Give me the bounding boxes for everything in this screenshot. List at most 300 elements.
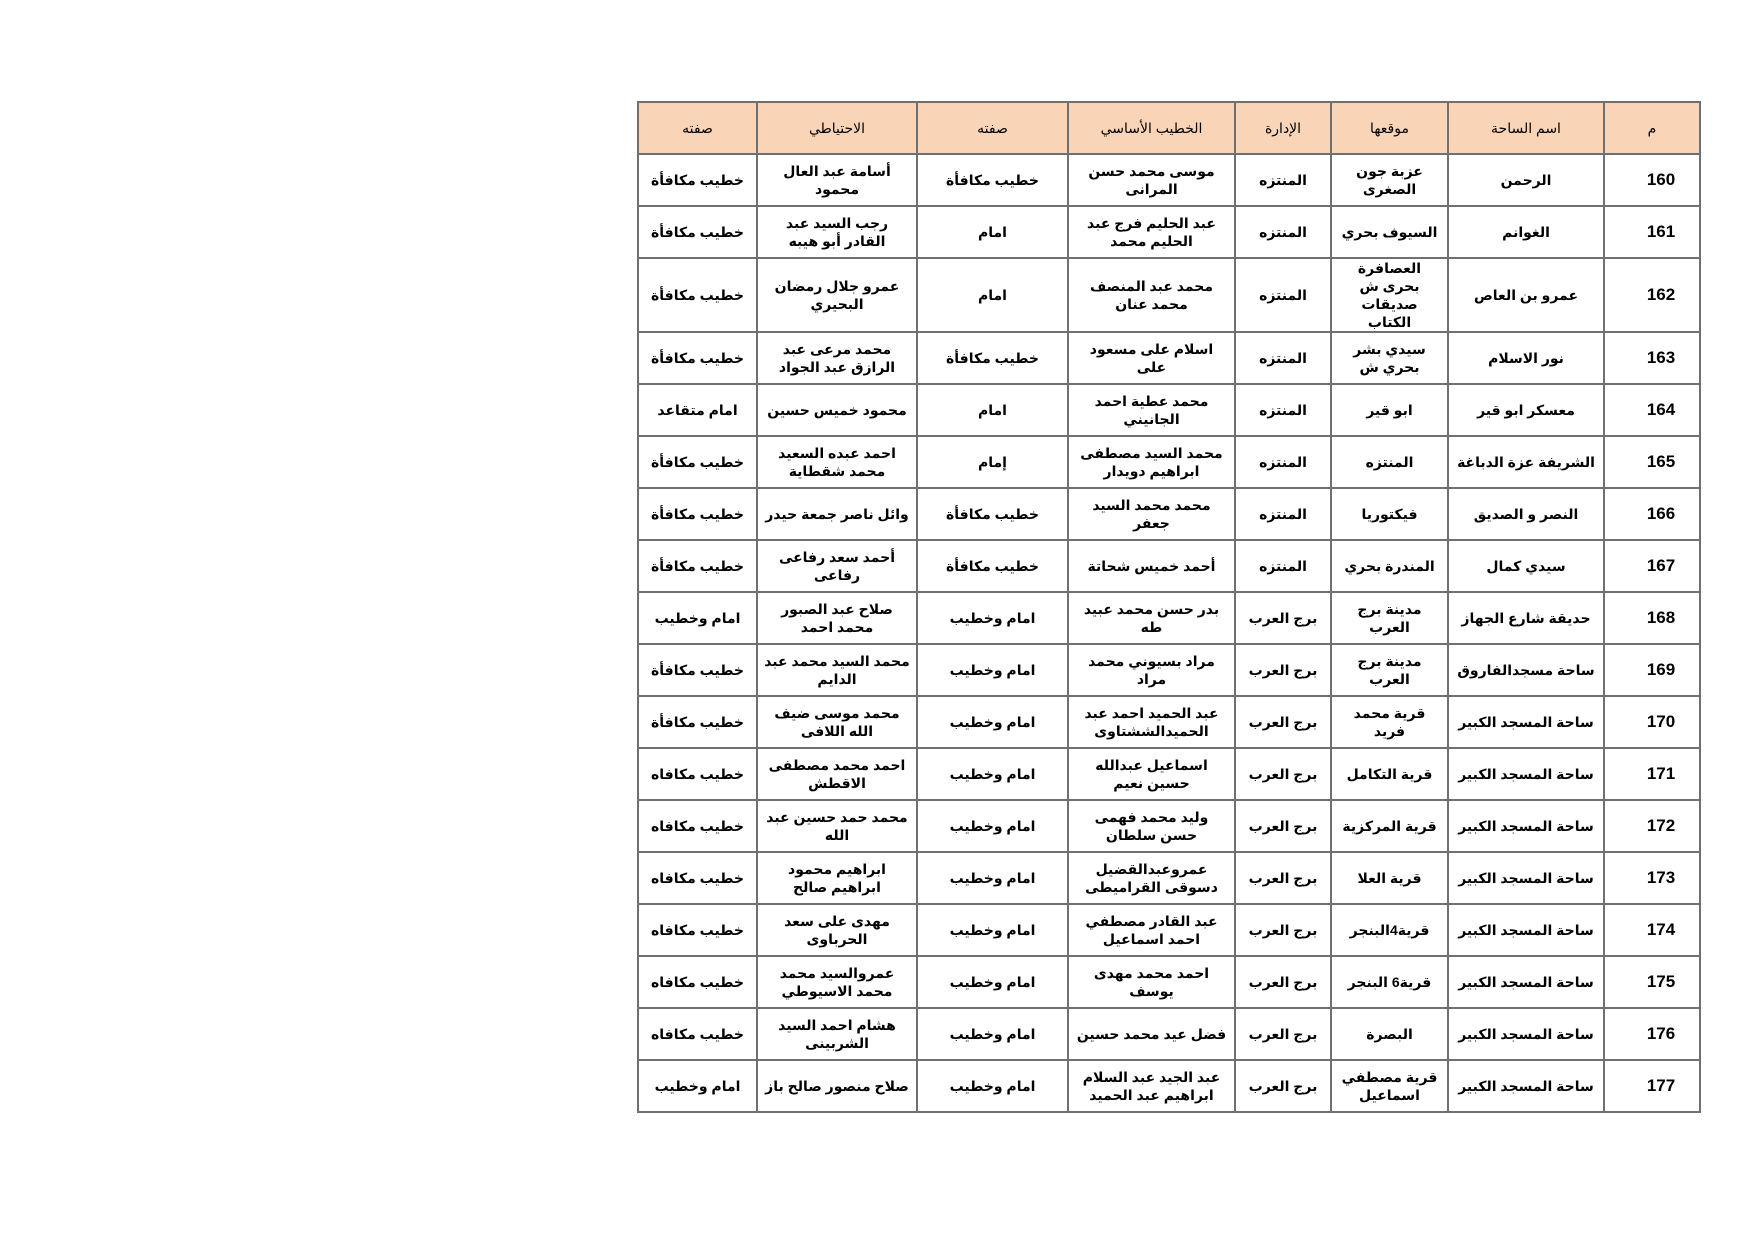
cell-main-preacher [1068, 852, 1235, 904]
cell-administration [1235, 956, 1331, 1008]
cell-site-name-text: الرحمن [1500, 172, 1552, 188]
cell-backup-role [638, 1060, 757, 1112]
header-main-preacher: الخطيب الأساسي [1068, 102, 1235, 154]
cell-main-role-text: إمام [978, 454, 1007, 470]
cell-backup-role-text: خطيب مكافأة [651, 662, 744, 678]
cell-main-preacher-text: اسلام على مسعود على [1089, 341, 1214, 375]
table-row [638, 696, 1700, 748]
cell-location-text: قرية4البنجر [1349, 922, 1430, 938]
cell-main-role [917, 206, 1068, 258]
cell-backup-preacher [757, 384, 917, 436]
cell-num [1604, 644, 1700, 696]
cell-num-text: 168 [1646, 608, 1676, 627]
cell-location-text: البصرة [1366, 1026, 1413, 1042]
cell-backup-role-text: خطيب مكافأة [651, 172, 744, 188]
cell-main-preacher [1068, 488, 1235, 540]
cell-backup-preacher-text: محمد السيد محمد عبد الدايم [764, 653, 910, 687]
cell-num-text: 169 [1646, 660, 1676, 679]
cell-main-role-text: امام [978, 224, 1007, 240]
cell-main-preacher-text: أحمد خميس شحاتة [1087, 558, 1216, 574]
cell-num-text: 163 [1646, 348, 1676, 367]
table-row [638, 904, 1700, 956]
cell-site-name [1448, 154, 1604, 206]
cell-num-text: 166 [1646, 504, 1676, 523]
cell-main-preacher [1068, 904, 1235, 956]
cell-backup-preacher-text: محمود خميس حسين [767, 402, 907, 418]
cell-backup-preacher [757, 852, 917, 904]
cell-administration [1235, 904, 1331, 956]
cell-backup-preacher-text: أسامة عبد العال محمود [783, 163, 891, 197]
cell-main-preacher-text: مراد بسيوني محمد مراد [1088, 653, 1215, 687]
cell-backup-preacher-text: محمد حمد حسين عبد الله [766, 809, 908, 843]
cell-location-text: ابو قير [1366, 402, 1413, 418]
cell-num-text: 176 [1646, 1024, 1676, 1043]
cell-site-name [1448, 1008, 1604, 1060]
cell-administration [1235, 488, 1331, 540]
cell-main-preacher [1068, 592, 1235, 644]
cell-site-name [1448, 384, 1604, 436]
cell-num [1604, 852, 1700, 904]
cell-backup-role [638, 258, 757, 332]
table-row [638, 800, 1700, 852]
cell-backup-preacher-text: صلاح منصور صالح باز [765, 1078, 909, 1094]
cell-backup-role [638, 644, 757, 696]
cell-main-preacher-text: اسماعيل عبدالله حسين نعيم [1095, 757, 1208, 791]
cell-main-role [917, 540, 1068, 592]
cell-backup-preacher-text: مهدى على سعد الحرباوى [784, 913, 890, 947]
cell-administration-text: برج العرب [1248, 1078, 1318, 1094]
cell-backup-preacher-text: صلاح عبد الصبور محمد احمد [781, 601, 893, 635]
cell-administration-text: برج العرب [1248, 870, 1318, 886]
cell-backup-role [638, 1008, 757, 1060]
cell-main-role [917, 332, 1068, 384]
cell-administration-text: برج العرب [1248, 766, 1318, 782]
cell-site-name-text: ساحة المسجد الكبير [1458, 818, 1594, 834]
cell-administration [1235, 1008, 1331, 1060]
cell-main-role [917, 956, 1068, 1008]
cell-location [1331, 206, 1448, 258]
cell-main-preacher [1068, 1008, 1235, 1060]
cell-location-text: العصافرة بحرى ش صديقات الكتاب [1357, 260, 1422, 330]
cell-location-text: سيدي بشر بحري ش [1353, 341, 1426, 375]
cell-location [1331, 1008, 1448, 1060]
cell-backup-preacher-text: عمروالسيد محمد محمد الاسيوطي [779, 965, 895, 999]
cell-main-preacher [1068, 800, 1235, 852]
cell-main-preacher [1068, 540, 1235, 592]
cell-location [1331, 384, 1448, 436]
cell-site-name-text: ساحة المسجد الكبير [1458, 974, 1594, 990]
cell-backup-preacher-text: محمد موسى ضيف الله اللافى [774, 705, 900, 739]
cell-backup-preacher [757, 436, 917, 488]
cell-site-name [1448, 644, 1604, 696]
cell-administration-text: المنتزه [1259, 287, 1307, 303]
cell-backup-role-text: خطيب مكافاه [651, 922, 744, 938]
cell-backup-preacher [757, 258, 917, 332]
cell-administration [1235, 540, 1331, 592]
cell-backup-preacher-text: احمد محمد مصطفى الاقطش [768, 757, 906, 791]
cell-location-text: مدينة برج العرب [1357, 601, 1422, 635]
cell-num [1604, 384, 1700, 436]
cell-backup-preacher-text: وائل ناصر جمعة حيدر [765, 506, 909, 522]
cell-main-role-text: امام وخطيب [949, 610, 1036, 626]
cell-num [1604, 904, 1700, 956]
cell-backup-role-text: خطيب مكافاه [651, 870, 744, 886]
cell-main-role [917, 800, 1068, 852]
cell-location [1331, 154, 1448, 206]
cell-main-preacher-text: بدر حسن محمد عبيد طه [1083, 601, 1220, 635]
cell-main-role-text: امام وخطيب [949, 1026, 1036, 1042]
cell-main-role [917, 748, 1068, 800]
cell-main-preacher [1068, 332, 1235, 384]
table-row [638, 540, 1700, 592]
cell-num-text: 164 [1646, 400, 1676, 419]
cell-site-name-text: ساحة المسجد الكبير [1458, 766, 1594, 782]
cell-administration-text: المنتزه [1259, 454, 1307, 470]
cell-site-name [1448, 904, 1604, 956]
table-row [638, 956, 1700, 1008]
header-main-role: صفته [917, 102, 1068, 154]
cell-num-text: 162 [1646, 285, 1676, 304]
cell-location-text: المنتزه [1365, 454, 1414, 470]
cell-administration [1235, 800, 1331, 852]
cell-main-role [917, 436, 1068, 488]
cell-administration-text: المنتزه [1259, 350, 1307, 366]
cell-site-name-text: ساحة المسجد الكبير [1458, 922, 1594, 938]
cell-location [1331, 258, 1448, 332]
cell-site-name [1448, 540, 1604, 592]
cell-num-text: 173 [1646, 868, 1676, 887]
cell-location-text: مدينة برج العرب [1357, 653, 1422, 687]
cell-backup-role-text: خطيب مكافأة [651, 506, 744, 522]
cell-num-text: 160 [1646, 170, 1676, 189]
cell-administration [1235, 696, 1331, 748]
cell-main-role [917, 1008, 1068, 1060]
cell-main-preacher-text: محمد السيد مصطفى ابراهيم دويدار [1080, 445, 1223, 479]
cell-site-name [1448, 332, 1604, 384]
cell-backup-role [638, 154, 757, 206]
cell-site-name [1448, 258, 1604, 332]
cell-backup-preacher [757, 748, 917, 800]
cell-num [1604, 332, 1700, 384]
cell-location [1331, 748, 1448, 800]
cell-site-name [1448, 852, 1604, 904]
cell-backup-preacher [757, 904, 917, 956]
cell-main-role [917, 644, 1068, 696]
cell-backup-preacher [757, 332, 917, 384]
table-row [638, 1008, 1700, 1060]
cell-main-role [917, 1060, 1068, 1112]
cell-main-preacher-text: عبد الحليم فرج عبد الحليم محمد [1087, 215, 1216, 249]
cell-main-role-text: امام وخطيب [949, 818, 1036, 834]
cell-location [1331, 800, 1448, 852]
cell-num [1604, 206, 1700, 258]
cell-num-text: 165 [1646, 452, 1676, 471]
cell-administration-text: برج العرب [1248, 922, 1318, 938]
cell-backup-role [638, 904, 757, 956]
cell-location [1331, 852, 1448, 904]
cell-location [1331, 436, 1448, 488]
cell-main-role-text: امام [978, 287, 1007, 303]
cell-administration [1235, 592, 1331, 644]
cell-num [1604, 258, 1700, 332]
cell-num [1604, 696, 1700, 748]
cell-main-role-text: امام [978, 402, 1007, 418]
cell-administration-text: المنتزه [1259, 224, 1307, 240]
cell-backup-preacher [757, 956, 917, 1008]
cell-site-name-text: معسكر ابو قير [1477, 402, 1575, 418]
cell-backup-preacher [757, 1060, 917, 1112]
cell-site-name-text: ساحة المسجد الكبير [1458, 870, 1594, 886]
cell-administration [1235, 644, 1331, 696]
cell-num-text: 161 [1646, 222, 1676, 241]
cell-site-name-text: نور الاسلام [1488, 350, 1564, 366]
cell-main-role [917, 904, 1068, 956]
cell-num-text: 177 [1646, 1076, 1676, 1095]
cell-backup-preacher-text: هشام احمد السيد الشربينى [778, 1017, 896, 1051]
cell-administration [1235, 332, 1331, 384]
table-row [638, 488, 1700, 540]
cell-num-text: 175 [1646, 972, 1676, 991]
cell-site-name [1448, 800, 1604, 852]
cell-location-text: فيكتوريا [1361, 506, 1418, 522]
cell-location [1331, 332, 1448, 384]
table-row [638, 748, 1700, 800]
cell-site-name [1448, 696, 1604, 748]
cell-main-preacher-text: محمد محمد السيد جعفر [1092, 497, 1211, 531]
cell-administration [1235, 154, 1331, 206]
cell-site-name-text: ساحة المسجد الكبير [1458, 1078, 1594, 1094]
cell-backup-role-text: خطيب مكافأة [651, 714, 744, 730]
cell-main-preacher-text: محمد عطية احمد الجانيني [1094, 393, 1209, 427]
cell-num-text: 171 [1646, 764, 1676, 783]
cell-backup-preacher [757, 1008, 917, 1060]
cell-location [1331, 696, 1448, 748]
cell-site-name [1448, 436, 1604, 488]
cell-location [1331, 904, 1448, 956]
cell-administration-text: برج العرب [1248, 974, 1318, 990]
cell-main-preacher-text: عمروعبدالقضيل دسوقى القراميطى [1085, 861, 1218, 895]
cell-site-name [1448, 206, 1604, 258]
cell-main-preacher-text: عبد الجيد عبد السلام ابراهيم عبد الحميد [1082, 1069, 1221, 1103]
cell-location [1331, 592, 1448, 644]
cell-backup-preacher [757, 592, 917, 644]
cell-backup-role [638, 206, 757, 258]
cell-site-name [1448, 592, 1604, 644]
cell-site-name-text: الشريفة عزة الدباغة [1457, 454, 1595, 470]
cell-backup-preacher-text: أحمد سعد رفاعى رفاعى [778, 549, 896, 583]
cell-main-role-text: خطيب مكافأة [946, 172, 1039, 188]
cell-backup-preacher [757, 488, 917, 540]
cell-backup-role-text: امام وخطيب [654, 1078, 741, 1094]
table-row [638, 852, 1700, 904]
cell-main-preacher [1068, 956, 1235, 1008]
cell-backup-role [638, 384, 757, 436]
header-backup-preacher: الاحتياطي [757, 102, 917, 154]
cell-backup-role-text: خطيب مكافأة [651, 454, 744, 470]
cell-location-text: عزبة جون الصغرى [1356, 163, 1423, 197]
header-num: م [1604, 102, 1700, 154]
cell-main-role-text: امام وخطيب [949, 974, 1036, 990]
cell-main-preacher [1068, 206, 1235, 258]
cell-site-name [1448, 1060, 1604, 1112]
cell-location-text: السيوف بحري [1341, 224, 1438, 240]
table-row [638, 206, 1700, 258]
cell-backup-preacher-text: احمد عبده السعيد محمد شقطاية [778, 445, 896, 479]
cell-administration-text: برج العرب [1248, 662, 1318, 678]
cell-site-name-text: ساحة المسجد الكبير [1458, 714, 1594, 730]
cell-location [1331, 1060, 1448, 1112]
cell-backup-preacher-text: رجب السيد عبد القادر أبو هيبه [785, 215, 889, 249]
cell-administration-text: المنتزه [1259, 402, 1307, 418]
cell-site-name-text: عمرو بن العاص [1473, 287, 1579, 303]
cell-main-role [917, 154, 1068, 206]
cell-administration-text: المنتزه [1259, 558, 1307, 574]
cell-location-text: المندرة بحري [1344, 558, 1435, 574]
cell-location [1331, 488, 1448, 540]
cell-main-preacher-text: فضل عيد محمد حسين [1076, 1026, 1227, 1042]
cell-main-preacher-text: احمد محمد مهدى يوسف [1093, 965, 1210, 999]
cell-num [1604, 748, 1700, 800]
cell-site-name [1448, 956, 1604, 1008]
cell-num [1604, 956, 1700, 1008]
cell-num [1604, 540, 1700, 592]
cell-backup-role-text: خطيب مكافأة [651, 224, 744, 240]
cell-backup-preacher [757, 206, 917, 258]
cell-main-preacher [1068, 258, 1235, 332]
cell-main-preacher [1068, 696, 1235, 748]
cell-location-text: قرية محمد فريد [1353, 705, 1426, 739]
cell-main-preacher-text: موسى محمد حسن المرانى [1088, 163, 1215, 197]
cell-site-name-text: النصر و الصديق [1473, 506, 1579, 522]
cell-main-role-text: خطيب مكافأة [946, 506, 1039, 522]
cell-num [1604, 800, 1700, 852]
table-row [638, 154, 1700, 206]
cell-backup-preacher [757, 800, 917, 852]
cell-num [1604, 488, 1700, 540]
table-body [638, 154, 1700, 1112]
table-row [638, 258, 1700, 332]
cell-num [1604, 1008, 1700, 1060]
cell-location-text: قرية العلا [1357, 870, 1422, 886]
cell-main-role [917, 384, 1068, 436]
cell-site-name [1448, 748, 1604, 800]
table-row [638, 592, 1700, 644]
header-location: موقعها [1331, 102, 1448, 154]
cell-backup-role [638, 436, 757, 488]
cell-num [1604, 592, 1700, 644]
cell-num-text: 174 [1646, 920, 1676, 939]
cell-num-text: 170 [1646, 712, 1676, 731]
cell-main-preacher [1068, 1060, 1235, 1112]
cell-main-preacher [1068, 436, 1235, 488]
cell-administration [1235, 748, 1331, 800]
cell-location [1331, 956, 1448, 1008]
cell-main-preacher-text: وليد محمد فهمى حسن سلطان [1094, 809, 1209, 843]
cell-administration [1235, 384, 1331, 436]
cell-backup-role [638, 852, 757, 904]
cell-site-name-text: ساحة مسجدالفاروق [1457, 662, 1595, 678]
cell-main-role-text: خطيب مكافأة [946, 350, 1039, 366]
cell-backup-role-text: خطيب مكافاه [651, 974, 744, 990]
cell-main-role-text: امام وخطيب [949, 662, 1036, 678]
cell-main-preacher [1068, 644, 1235, 696]
cell-main-preacher-text: عبد القادر مصطفي احمد اسماعيل [1085, 913, 1218, 947]
table-row [638, 1060, 1700, 1112]
cell-num-text: 172 [1646, 816, 1676, 835]
cell-location [1331, 644, 1448, 696]
header-site-name: اسم الساحة [1448, 102, 1604, 154]
header-administration: الإدارة [1235, 102, 1331, 154]
cell-main-preacher-text: محمد عبد المنصف محمد عنان [1090, 278, 1213, 312]
cell-backup-role [638, 696, 757, 748]
header-backup-role: صفته [638, 102, 757, 154]
cell-administration-text: المنتزه [1259, 506, 1307, 522]
cell-site-name-text: ساحة المسجد الكبير [1458, 1026, 1594, 1042]
table-row [638, 332, 1700, 384]
cell-backup-preacher [757, 696, 917, 748]
cell-backup-preacher [757, 644, 917, 696]
cell-backup-role [638, 956, 757, 1008]
cell-administration-text: المنتزه [1259, 172, 1307, 188]
cell-backup-role [638, 540, 757, 592]
cell-backup-preacher-text: ابراهيم محمود ابراهيم صالح [788, 861, 886, 895]
cell-main-role-text: امام وخطيب [949, 922, 1036, 938]
cell-site-name-text: الغوانم [1502, 224, 1550, 240]
cell-administration [1235, 206, 1331, 258]
cell-backup-role-text: خطيب مكافأة [651, 558, 744, 574]
cell-backup-role-text: امام وخطيب [654, 610, 741, 626]
cell-num [1604, 436, 1700, 488]
table-row [638, 384, 1700, 436]
cell-administration-text: برج العرب [1248, 714, 1318, 730]
cell-site-name-text: حديقة شارع الجهاز [1461, 610, 1591, 626]
cell-backup-role [638, 748, 757, 800]
cell-backup-role-text: خطيب مكافاه [651, 1026, 744, 1042]
cell-site-name [1448, 488, 1604, 540]
cell-location-text: قرية6 البنجر [1347, 974, 1432, 990]
cell-administration-text: برج العرب [1248, 818, 1318, 834]
cell-location-text: قرية المركزية [1342, 818, 1437, 834]
cell-location-text: قرية مصطفي اسماعيل [1341, 1069, 1438, 1103]
cell-backup-preacher-text: محمد مرعى عبد الرازق عبد الجواد [778, 341, 896, 375]
cell-main-role-text: امام وخطيب [949, 714, 1036, 730]
cell-administration-text: برج العرب [1248, 610, 1318, 626]
cell-main-role [917, 488, 1068, 540]
cell-main-role-text: خطيب مكافأة [946, 558, 1039, 574]
cell-backup-role-text: خطيب مكافأة [651, 287, 744, 303]
cell-main-preacher [1068, 748, 1235, 800]
cell-administration [1235, 436, 1331, 488]
cell-num [1604, 154, 1700, 206]
cell-backup-role [638, 592, 757, 644]
cell-site-name-text: سيدي كمال [1486, 558, 1566, 574]
cell-num [1604, 1060, 1700, 1112]
cell-main-role-text: امام وخطيب [949, 766, 1036, 782]
cell-main-preacher-text: عبد الحميد احمد عبد الحميدالششتاوى [1084, 705, 1219, 739]
cell-main-role-text: امام وخطيب [949, 870, 1036, 886]
cell-backup-role [638, 488, 757, 540]
cell-num-text: 167 [1646, 556, 1676, 575]
table-row [638, 436, 1700, 488]
table-row [638, 644, 1700, 696]
cell-main-preacher [1068, 384, 1235, 436]
cell-backup-role [638, 800, 757, 852]
cell-backup-role-text: خطيب مكافاه [651, 818, 744, 834]
cell-administration [1235, 1060, 1331, 1112]
cell-main-role [917, 592, 1068, 644]
cell-backup-preacher [757, 540, 917, 592]
cell-location-text: قرية التكامل [1346, 766, 1433, 782]
